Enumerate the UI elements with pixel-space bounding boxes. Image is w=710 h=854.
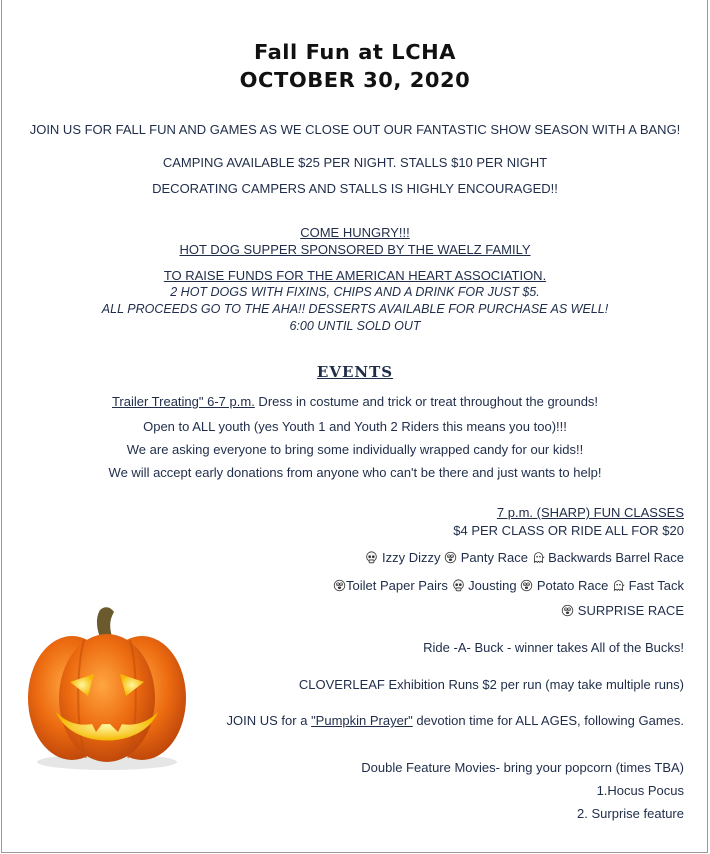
decorating-text: DECORATING CAMPERS AND STALLS IS HIGHLY ENCOURAGED!! bbox=[152, 181, 558, 196]
cloverleaf-desc: $2 per run (may take multiple runs) bbox=[478, 677, 684, 692]
ghost-icon bbox=[532, 551, 545, 564]
class-izzy-dizzy: Izzy Dizzy bbox=[381, 550, 441, 565]
trailer-treating-label: Trailer Treating" 6-7 p.m. bbox=[111, 394, 255, 409]
movies-line bbox=[361, 760, 684, 775]
class-panty-race: Panty Race bbox=[460, 550, 528, 565]
pumpkin-prayer-line bbox=[227, 713, 684, 728]
title-line-1: Fall Fun at LCHA bbox=[253, 40, 457, 64]
class-surprise-race: SURPRISE RACE bbox=[577, 603, 684, 618]
prayer-name: "Pumpkin Prayer" bbox=[311, 713, 413, 728]
trailer-treating-line bbox=[0, 394, 710, 409]
events-heading: EVENTS bbox=[316, 363, 394, 381]
skull-icon bbox=[365, 551, 378, 564]
youth-line: Open to ALL youth (yes Youth 1 and Youth 2 Riders this means you too)!!! bbox=[143, 419, 567, 434]
cloverleaf-line bbox=[299, 677, 684, 692]
fun-classes-row-1 bbox=[365, 550, 684, 565]
movies-desc: - bring your popcorn (times TBA) bbox=[495, 760, 684, 775]
ghost-icon bbox=[520, 579, 533, 592]
supper-deal: 2 HOT DOGS WITH FIXINS, CHIPS AND A DRINK FOR JUST $5. bbox=[170, 285, 540, 299]
come-hungry: COME HUNGRY!!! bbox=[300, 225, 410, 240]
fun-classes-price: $4 PER CLASS OR RIDE ALL FOR $20 bbox=[453, 523, 684, 538]
class-fast-tack: Fast Tack bbox=[628, 578, 684, 593]
intro-text: JOIN US FOR FALL FUN AND GAMES AS WE CLOSE OUT OUR FANTASTIC SHOW SEASON WITH A BANG! bbox=[29, 122, 681, 137]
ghost-icon bbox=[333, 579, 346, 592]
movies-name: Double Feature Movies bbox=[361, 760, 496, 775]
camping-label: CAMPING AVAILABLE $25 PER NIGHT. STALLS $10 PER NIGHT bbox=[162, 155, 548, 170]
prayer-post: devotion time for ALL AGES, following Games. bbox=[412, 713, 684, 728]
jack-o-lantern-icon bbox=[22, 600, 192, 775]
supper-proceeds: ALL PROCEEDS GO TO THE AHA!! DESSERTS AVAILABLE FOR PURCHASE AS WELL! bbox=[101, 302, 609, 316]
ghost-icon bbox=[561, 604, 574, 617]
ride-a-buck-line bbox=[423, 640, 684, 655]
ride-a-buck-desc: - winner takes All of the Bucks! bbox=[503, 640, 684, 655]
ghost-icon bbox=[612, 579, 625, 592]
donations-line: We will accept early donations from anyone who can't be there and just wants to help! bbox=[108, 465, 602, 480]
camping-text bbox=[0, 155, 710, 170]
fundraise-line: TO RAISE FUNDS FOR THE AMERICAN HEART ASSOCIATION. bbox=[163, 268, 547, 283]
class-backwards-barrel-race: Backwards Barrel Race bbox=[548, 550, 684, 565]
fun-classes-row-2 bbox=[333, 578, 684, 593]
class-jousting: Jousting bbox=[468, 578, 517, 593]
fun-classes-row-3 bbox=[561, 603, 684, 618]
ride-a-buck-name: Ride -A- Buck bbox=[423, 640, 504, 655]
prayer-pre: JOIN US for a bbox=[226, 713, 312, 728]
fun-classes-heading: 7 p.m. (SHARP) FUN CLASSES bbox=[496, 505, 684, 520]
movie-item-1: 1.Hocus Pocus bbox=[596, 783, 684, 798]
class-potato-race: Potato Race bbox=[536, 578, 609, 593]
candy-line: We are asking everyone to bring some individually wrapped candy for our kids!! bbox=[126, 442, 584, 457]
supper-sponsor: HOT DOG SUPPER SPONSORED BY THE WAELZ FAMILY bbox=[179, 242, 531, 257]
movie-item-2: 2. Surprise feature bbox=[577, 806, 684, 821]
title-line-2: OCTOBER 30, 2020 bbox=[239, 68, 471, 92]
trailer-treating-desc: Dress in costume and trick or treat throughout the grounds! bbox=[254, 394, 599, 409]
class-toilet-paper-pairs: Toilet Paper Pairs bbox=[346, 578, 448, 593]
ghost-icon bbox=[444, 551, 457, 564]
cloverleaf-name: CLOVERLEAF Exhibition Runs bbox=[298, 677, 479, 692]
supper-time: 6:00 UNTIL SOLD OUT bbox=[289, 319, 421, 333]
skull-icon bbox=[452, 579, 465, 592]
